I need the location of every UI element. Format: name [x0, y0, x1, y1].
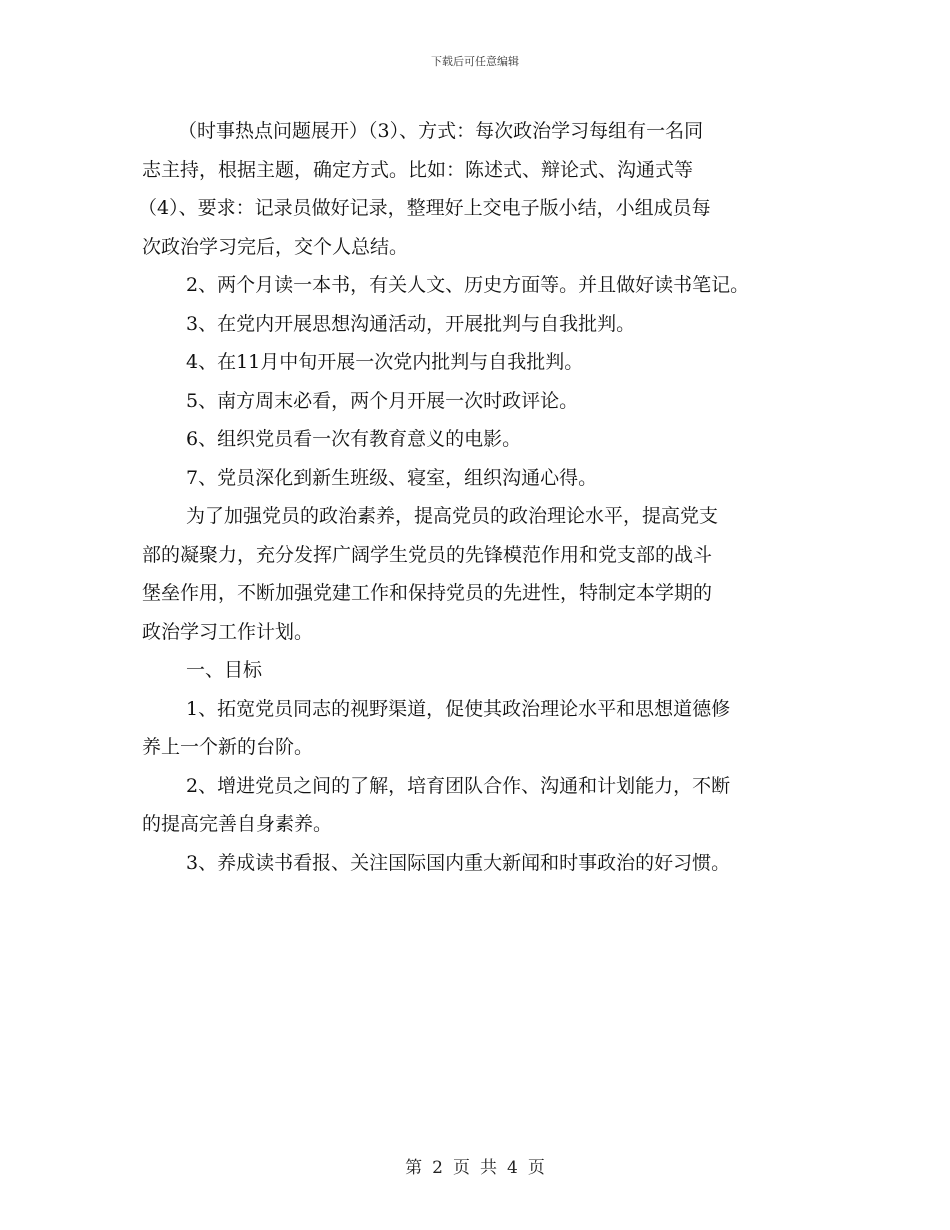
- total-pages: 4: [507, 1158, 518, 1178]
- paragraph-line: （时事热点问题展开）（3）、方式：每次政治学习每组有一名同: [178, 120, 704, 142]
- paragraph-line: 1、拓宽党员同志的视野渠道，促使其政治理论水平和思想道德修: [186, 697, 731, 720]
- document-body: [138, 112, 832, 882]
- footer-middle: 页: [453, 1158, 470, 1178]
- paragraph-line: 的提高完善自身素养。: [142, 813, 333, 835]
- paragraph-line: （4）、要求：记录员做好记录，整理好上交电子版小结，小组成员每: [138, 197, 711, 219]
- paragraph-line: 政治学习工作计划。: [142, 620, 314, 643]
- paragraph-line: 养上一个新的台阶。: [142, 736, 314, 758]
- paragraph-line: 部的凝聚力，充分发挥广阔学生党员的先锋模范作用和党支部的战斗: [142, 543, 713, 566]
- page-number: 2: [432, 1158, 443, 1178]
- paragraph-line: 3、养成读书看报、关注国际国内重大新闻和时事政治的好习惯。: [186, 851, 731, 874]
- paragraph-line: 为了加强党员的政治素养，提高党员的政治理论水平，提高党支: [186, 505, 719, 527]
- paragraph-line: 7、党员深化到新生班级、寝室，组织沟通心得。: [186, 466, 598, 489]
- page-header: 下载后可任意编辑: [431, 55, 519, 68]
- footer-suffix: 页: [527, 1158, 545, 1178]
- paragraph-line: 6、组织党员看一次有教育意义的电影。: [186, 428, 522, 450]
- section-heading: 一、目标: [186, 659, 263, 681]
- page-footer: [0, 1153, 950, 1178]
- paragraph-line: 次政治学习完后，交个人总结。: [142, 235, 409, 258]
- paragraph-line: 3、在党内开展思想沟通活动，开展批判与自我批判。: [186, 312, 636, 335]
- paragraph-line: 2、增进党员之间的了解，培育团队合作、沟通和计划能力，不断: [186, 774, 731, 797]
- paragraph-line: 志主持，根据主题，确定方式。比如：陈述式、辩论式、沟通式等: [142, 158, 694, 181]
- paragraph-line: 堡垒作用，不断加强党建工作和保持党员的先进性，特制定本学期的: [142, 582, 713, 604]
- footer-total-label: 共: [480, 1158, 497, 1178]
- footer-prefix: 第: [405, 1158, 423, 1178]
- paragraph-line: 2、两个月读一本书，有关人文、历史方面等。并且做好读书笔记。: [186, 274, 750, 296]
- paragraph-line: 4、在11月中旬开展一次党内批判与自我批判。: [186, 351, 584, 373]
- paragraph-line: 5、南方周末必看，两个月开展一次时政评论。: [186, 389, 579, 412]
